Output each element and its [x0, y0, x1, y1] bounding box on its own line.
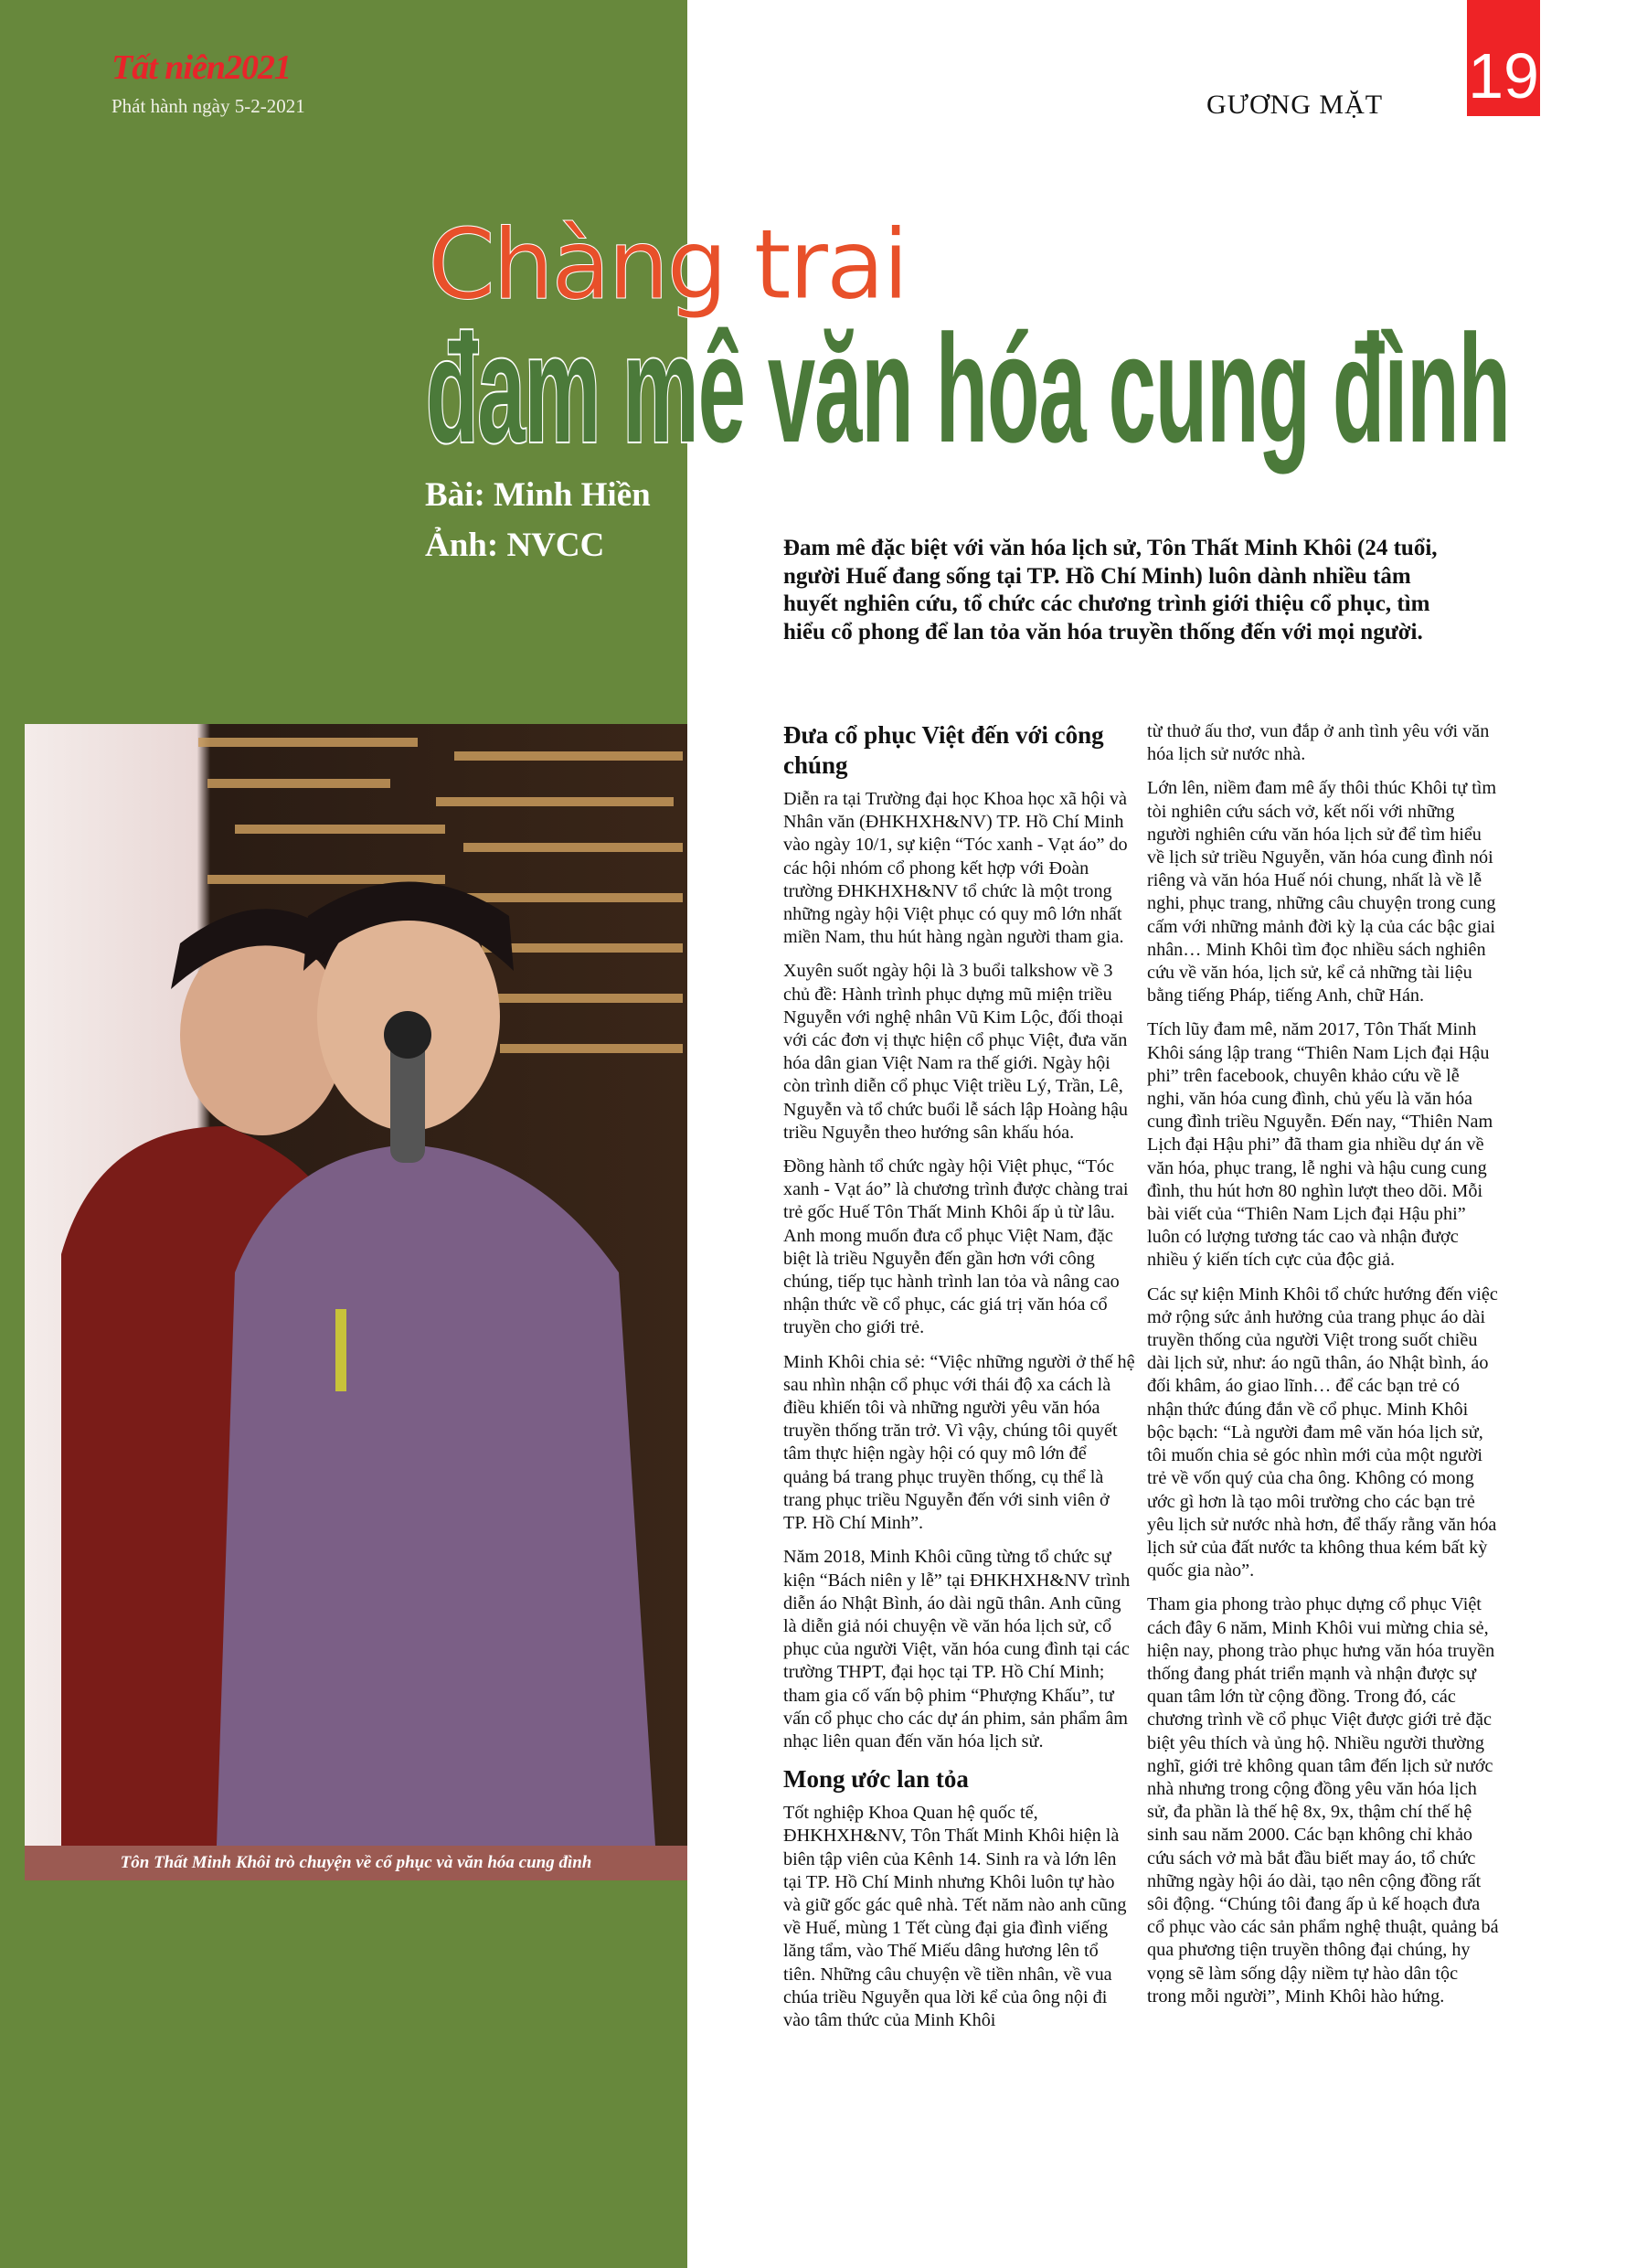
paragraph: Đồng hành tổ chức ngày hội Việt phục, “Tóc xanh - Vạt áo” là chương trình được chàng trai trẻ gốc Huế Tôn Thất Minh Khôi ấp ủ từ lâu. Anh mong muốn đưa cổ phục Việt Nam, đặc biệt là triều Nguyễn đến gần hơn với công chúng, tiếp tục hành trình lan tỏa và nâng cao nhận thức về cổ phục, các giá trị văn hóa cổ truyền cho giới trẻ. — [783, 1156, 1129, 1338]
issue-date: Phát hành ngày 5-2-2021 — [112, 95, 305, 117]
paragraph: Lớn lên, niềm đam mê ấy thôi thúc Khôi tự tìm tòi nghiên cứu sách vở, kết nối với những người nghiên cứu văn hóa lịch sử để tìm hiểu về lịch sử triều Nguyễn, văn hóa cung đình nói riêng và văn hóa Huế nói chung, nhất là về lễ nghi, phục trang, những câu chuyện trong cung cấm với những mảnh đời kỳ lạ của các bậc giai nhân… Minh Khôi tìm đọc nhiều sách nghiên cứu về văn hóa, lịch sử, kể cả những tài liệu bằng tiếng Pháp, tiếng Anh, chữ Hán. — [1147, 778, 1497, 1006]
subheading-2: Mong ước lan tỏa — [783, 1765, 969, 1794]
article-photo — [25, 724, 687, 1846]
photo-illustration — [25, 724, 687, 1846]
paragraph: Xuyên suốt ngày hội là 3 buổi talkshow về 3 chủ đề: Hành trình phục dựng mũ miện triều Nguyễn với nghệ nhân Vũ Kim Lộc, đối thoại với các đơn vị thực hiện cổ phục Việt, đưa văn hóa dân gian Việt Nam ra thế giới. Ngày hội còn trình diễn cổ phục Việt triều Lý, Trần, Lê, Nguyễn và tổ chức buổi lễ sách lập Hoàng hậu triều Nguyễn theo hướng sân khấu hóa. — [783, 961, 1129, 1143]
paragraph: Năm 2018, Minh Khôi cũng từng tổ chức sự kiện “Bách niên y lễ” tại ĐHKHXH&NV trình diễn áo Nhật Bình, áo dài ngũ thân. Anh cũng là diễn giả nói chuyện về văn hóa lịch sử, cổ phục của người Việt, văn hóa cung đình tại các trường THPT, đại học tại TP. Hồ Chí Minh; tham gia cố vấn bộ phim “Phượng Khấu”, tư vấn cổ phục cho các dự án phim, sản phẩm âm nhạc liên quan đến văn hóa lịch sử. — [783, 1547, 1131, 1752]
paragraph: Tích lũy đam mê, năm 2017, Tôn Thất Minh Khôi sáng lập trang “Thiên Nam Lịch đại Hậu phi” trên facebook, chuyên khảo cứu về lễ nghi, văn hóa cung đình, chủ yếu là văn hóa cung đình triều Nguyễn. Đến nay, “Thiên Nam Lịch đại Hậu phi” đã tham gia nhiều dự án về văn hóa, phục trang, lễ nghi và hậu cung cung đình, thu hút hơn 80 nghìn lượt theo dõi. Mỗi bài viết của “Thiên Nam Lịch đại Hậu phi” luôn có lượng tương tác cao và nhận được nhiều ý kiến tích cực của độc giả. — [1147, 1019, 1493, 1271]
body-column-1 — [783, 720, 1135, 2043]
paragraph: Các sự kiện Minh Khôi tổ chức hướng đến việc mở rộng sức ảnh hưởng của trang phục áo dài truyền thống của người Việt trong suốt chiều dài lịch sử, như: áo ngũ thân, áo Nhật bình, áo đối khâm, áo giao lĩnh… để các bạn trẻ có nhận thức đúng đắn về cổ phục. Minh Khôi bộc bạch: “Là người đam mê văn hóa lịch sử, tôi muốn chia sẻ góc nhìn mới của một người trẻ về vốn quý của cha ông. Không có mong ước gì hơn là tạo môi trường cho các bạn trẻ yêu lịch sử nước nhà hơn, để thấy rằng văn hóa lịch sử của đất nước ta không thua kém bất kỳ quốc gia nào”. — [1147, 1283, 1498, 1581]
subheading-1: Đưa cổ phục Việt đến với công chúng — [783, 721, 1104, 779]
paragraph: từ thuở ấu thơ, vun đắp ở anh tình yêu với văn hóa lịch sử nước nhà. — [1147, 721, 1490, 765]
paragraph: Tham gia phong trào phục dựng cổ phục Việt cách đây 6 năm, Minh Khôi vui mừng chia sẻ, hiện nay, phong trào phục hưng văn hóa truyền thống đang phát triển mạnh và nhận được sự quan tâm lớn từ cộng đồng. Trong đó, các chương trình về cổ phục Việt được giới trẻ đặc biệt yêu thích và ủng hộ. Nhiều người thường nghĩ, giới trẻ không quan tâm đến lịch sử nước nhà nhưng trong cộng đồng yêu văn hóa lịch sử, đa phần là thế hệ 8x, 9x, thậm chí thế hệ sinh sau năm 2000. Các bạn không chỉ khảo cứu sách vở mà bắt đầu biết may áo, tổ chức những ngày hội áo dài, tạo nên cộng đồng rất sôi động. “Chúng tôi đang ấp ủ kế hoạch đưa cổ phục vào các sản phẩm nghệ thuật, quảng bá qua phương tiện truyền thông đại chúng, hy vọng sẽ làm sống dậy niềm tự hào dân tộc trong mỗi người”, Minh Khôi hào hứng. — [1147, 1594, 1499, 2007]
lead-paragraph: Đam mê đặc biệt với văn hóa lịch sử, Tôn Thất Minh Khôi (24 tuổi, người Huế đang sống tại TP. Hồ Chí Minh) luôn dành nhiều tâm huyết nghiên cứu, tổ chức các chương trình giới thiệu cổ phục, tìm hiểu cổ phong để lan tỏa văn hóa truyền thống đến với mọi người. — [783, 536, 1438, 644]
paragraph: Minh Khôi chia sẻ: “Việc những người ở thế hệ sau nhìn nhận cổ phục với thái độ xa cách là điều khiến tôi và những người yêu văn hóa truyền thống trăn trở. Vì vậy, chúng tôi quyết tâm thực hiện ngày hội có quy mô lớn để quảng bá trang phục truyền thống, cụ thể là trang phục triều Nguyễn đến với sinh viên ở TP. Hồ Chí Minh”. — [783, 1351, 1135, 1534]
title-line-1: Chàng trai — [428, 208, 907, 321]
author-byline: Bài: Minh Hiền — [425, 476, 651, 514]
page-number: 19 — [1468, 40, 1539, 112]
body-column-2 — [1147, 720, 1499, 2019]
photo-caption: Tôn Thất Minh Khôi trò chuyện về cổ phục và văn hóa cung đình — [25, 1846, 687, 1880]
paragraph: Tốt nghiệp Khoa Quan hệ quốc tế, ĐHKHXH&NV, Tôn Thất Minh Khôi hiện là biên tập viên của Kênh 14. Sinh ra và lớn lên tại TP. Hồ Chí Minh nhưng Khôi luôn tự hào và giữ gốc gác quê nhà. Tết năm nào anh cũng về Huế, mùng 1 Tết cùng đại gia đình viếng lăng tẩm, vào Thế Miếu dâng hương lên tổ tiên. Những câu chuyện về tiền nhân, về vua chúa triều Nguyễn qua lời kể của ông nội đi vào tâm thức của Minh Khôi — [783, 1803, 1127, 2030]
section-label: GƯƠNG MẶT — [1206, 90, 1384, 120]
paragraph: Diễn ra tại Trường đại học Khoa học xã hội và Nhân văn (ĐHKHXH&NV) TP. Hồ Chí Minh vào ngày 10/1, sự kiện “Tóc xanh - Vạt áo” do các hội nhóm cổ phong kết hợp với Đoàn trường ĐHKHXH&NV tổ chức là một trong những ngày hội Việt phục có quy mô lớn nhất miền Nam, thu hút hàng ngàn người tham gia. — [783, 789, 1128, 948]
issue-title: Tất niên2021 — [112, 48, 291, 87]
photo-credit: Ảnh: NVCC — [425, 527, 605, 564]
title-line-2: đam mê văn hóa cung đình — [426, 303, 1510, 474]
